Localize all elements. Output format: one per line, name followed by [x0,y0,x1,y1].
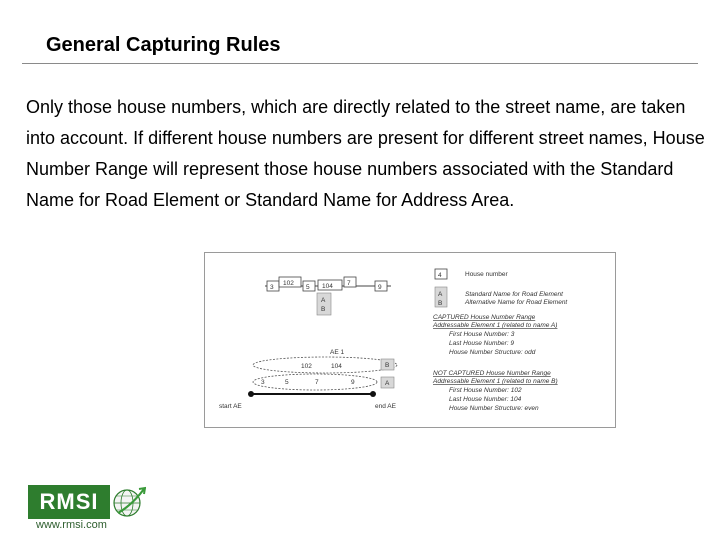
legend-not-captured-heading: NOT CAPTURED House Number Range [433,370,551,377]
legend-not-captured-element: Addressable Element 1 (related to name B) [433,378,558,385]
start-ae-label: start AE [219,403,242,410]
globe-icon [112,485,146,519]
legend-stack-b: B [438,300,443,307]
ae-b-ellipse [253,357,397,373]
legend-house-number: House number [465,271,508,278]
house-box-label: 102 [283,280,294,287]
legend-standard-name: Standard Name for Road Element [465,291,563,298]
legend-captured-first: First House Number: 3 [449,331,515,338]
title-divider [22,63,698,64]
legend-house-box-label: 4 [438,272,442,279]
legend-alternative-name: Alternative Name for Road Element [465,299,568,306]
bottom-number: 104 [331,363,342,370]
legend-not-captured-first: First House Number: 102 [449,387,522,394]
rmsi-logo [28,485,144,531]
legend-stack-a: A [438,291,443,298]
bottom-row-number: 7 [315,379,319,386]
legend-not-captured-structure: House Number Structure: even [449,405,539,412]
house-box-label: 104 [322,283,333,290]
bottom-number: 102 [301,363,312,370]
end-ae-label: end AE [375,403,396,410]
start-node [248,391,254,397]
rule-paragraph: Only those house numbers, which are directly related to the street name, are taken into account. If different house numbers are present for different street names, House Number Range will represent those house numbers associated with the Standard Name for Road Element or Standard Name for Address Area. [26,97,705,210]
name-tag-a-label: A [385,380,390,387]
ae-label: AE 1 [330,349,345,356]
house-box-label: 7 [347,280,351,287]
rmsi-brand: RMSI [28,485,110,519]
house-box-label: 9 [378,284,382,291]
name-stack-a: A [321,297,326,304]
house-box-label: 3 [270,284,274,291]
legend-captured-element: Addressable Element 1 (related to name A) [433,322,558,329]
bottom-row-number: 5 [285,379,289,386]
house-box-label: 5 [306,284,310,291]
bottom-row-number: 3 [261,379,265,386]
legend-not-captured-last: Last House Number: 104 [449,396,522,403]
end-node [370,391,376,397]
slide-title: General Capturing Rules [46,34,281,56]
legend-captured-last: Last House Number: 9 [449,340,515,347]
legend-captured-structure: House Number Structure: odd [449,349,536,356]
diagram-canvas [205,253,615,427]
name-stack-b: B [321,306,326,313]
bottom-row-number: 9 [351,379,355,386]
legend-captured-heading: CAPTURED House Number Range [433,314,536,321]
name-tag-b-label: B [385,362,390,369]
rmsi-url[interactable]: www.rmsi.com [36,519,107,531]
house-number-diagram [204,252,616,428]
